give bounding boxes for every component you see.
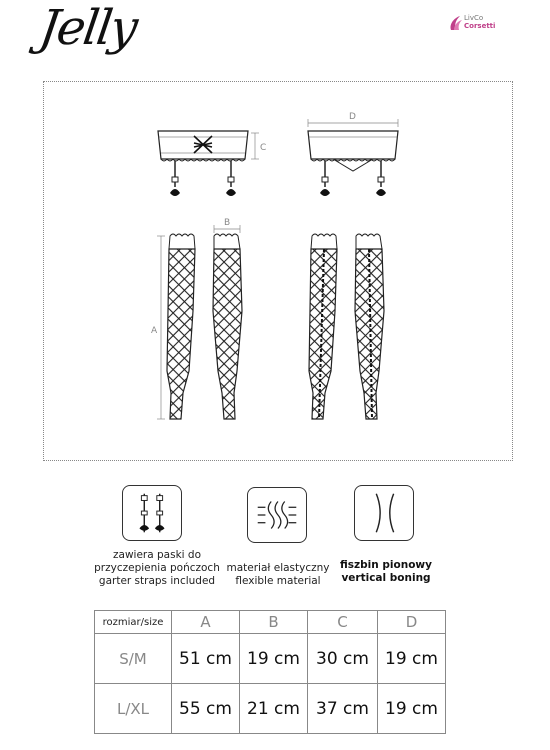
dimension-label-d: D [349,112,356,122]
feature-label-line: materiał elastyczny [226,562,330,574]
feature-label-line: fiszbin pionowy [340,559,432,571]
feature-garter-straps [122,485,182,541]
feature-label-line: garter straps included [98,575,216,587]
measure-cell-d: 19 cm [378,684,446,734]
stockings-back [309,234,384,419]
table-row [95,684,446,734]
table-row [95,634,446,684]
elastic-material-icon [248,488,306,542]
garter-belt-back [308,112,398,196]
measure-cell-c: 30 cm [308,634,378,684]
brand-title: Jelly [36,0,140,56]
product-technical-drawing [43,81,513,461]
feature-elastic-material [247,487,307,543]
header-cell-a: A [172,611,240,634]
measure-cell-d: 19 cm [378,634,446,684]
logo-mark-icon [448,14,464,32]
vertical-boning-icon [355,486,413,540]
header-cell-b: B [240,611,308,634]
garter-belt-front [158,131,266,196]
logo-text-corsetti: Corsetti [464,22,496,30]
dimension-label-b: B [224,218,231,228]
feature-label-line: vertical boning [341,572,431,584]
garter-straps-icon [123,486,181,540]
feature-vertical-boning [354,485,414,541]
size-table [94,610,446,734]
measure-cell-a: 55 cm [172,684,240,734]
dimension-label-c: C [260,143,267,153]
feature-label-garter-straps [78,549,236,588]
stockings-front [151,218,242,419]
brand-logo [448,10,508,40]
feature-label-elastic-material [218,562,338,588]
size-cell: S/M [95,634,172,684]
measure-cell-b: 19 cm [240,634,308,684]
feature-label-line: flexible material [235,575,321,587]
dimension-label-a: A [151,326,158,336]
measure-cell-a: 51 cm [172,634,240,684]
header-cell-size: rozmiar/size [95,611,172,634]
size-cell: L/XL [95,684,172,734]
logo-text-livco: LivCo [464,14,484,22]
measure-cell-b: 21 cm [240,684,308,734]
size-table-header [95,611,446,634]
feature-label-line: zawiera paski do [113,549,201,561]
measure-cell-c: 37 cm [308,684,378,734]
feature-label-line: przyczepienia pończoch [94,562,220,574]
header-cell-c: C [308,611,378,634]
feature-label-vertical-boning [336,559,436,585]
header-cell-d: D [378,611,446,634]
